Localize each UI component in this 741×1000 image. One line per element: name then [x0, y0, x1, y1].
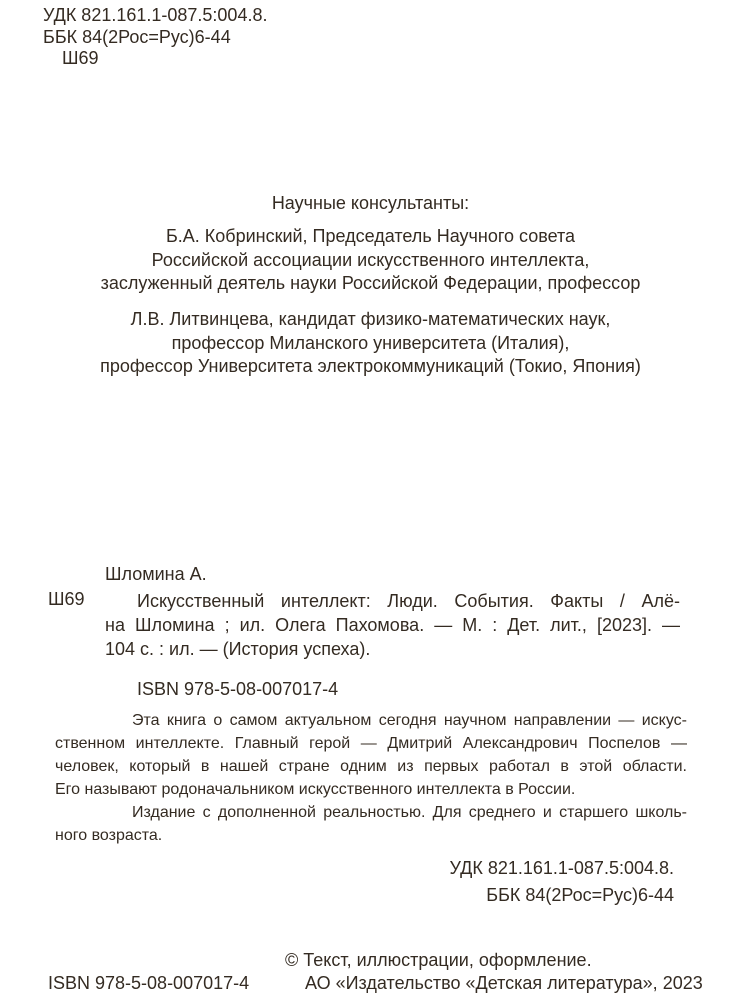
- publisher-line: АО «Издательство «Детская литература», 2023: [305, 973, 703, 993]
- consultant-line: Российской ассоциации искусственного интеллекта,: [151, 249, 590, 270]
- bbk-code: ББК 84(2Рос=Рус)6-44: [43, 26, 231, 47]
- udk-code: УДК 821.161.1-087.5:004.8.: [43, 5, 268, 25]
- isbn-number: ISBN 978-5-08-007017-4: [48, 973, 250, 993]
- bbk-code: ББК 84(2Рос=Рус)6-44: [486, 884, 674, 905]
- copyright-notice: © Текст, иллюстрации, оформление.: [285, 950, 592, 970]
- catalog-sign: Ш69: [48, 589, 85, 609]
- consultants-heading: Научные консультанты:: [271, 193, 470, 213]
- udk-code: УДК 821.161.1-087.5:004.8.: [449, 858, 674, 878]
- consultant-line: Л.В. Литвинцева, кандидат физико-математических наук,: [130, 309, 611, 329]
- catalog-entry: [105, 589, 680, 662]
- isbn-number: ISBN 978-5-08-007017-4: [137, 679, 339, 699]
- catalog-line: Искусственный интеллект: Люди. События. Факты / Алё-: [137, 591, 680, 611]
- consultant-line: Б.А. Кобринский, Председатель Научного совета: [165, 226, 576, 246]
- annotation-line: ственном интеллекте. Главный герой — Дмитрий Александрович Поспелов —: [55, 734, 687, 752]
- consultant-line: профессор Университета электрокоммуникаций (Токио, Япония): [100, 356, 641, 376]
- catalog-author: Шломина А.: [105, 564, 207, 584]
- top-classification-block: [43, 5, 267, 70]
- consultant-entry-litvintseva: [0, 308, 741, 379]
- catalog-line: на Шломина ; ил. Олега Пахомова. — М. : Дет. лит., [2023]. —: [105, 615, 680, 636]
- catalog-line: 104 с. : ил. — (История успеха).: [105, 639, 371, 660]
- annotation-block: [55, 710, 687, 847]
- annotation-line: Эта книга о самом актуальном сегодня научном направлении — искус-: [132, 712, 687, 729]
- annotation-line: ного возраста.: [55, 826, 163, 844]
- consultant-line: заслуженный деятель науки Российской Федерации, профессор: [100, 273, 641, 293]
- annotation-line: человек, который в нашей стране одним из первых работал в этой области.: [55, 757, 687, 775]
- consultant-entry-kobrinsky: [0, 225, 741, 296]
- consultant-line: профессор Миланского университета (Италия),: [171, 332, 570, 353]
- bottom-classification-block: [450, 855, 674, 908]
- annotation-line: Его называют родоначальником искусственного интеллекта в России.: [55, 780, 576, 798]
- book-authors-sign: Ш69: [62, 48, 99, 68]
- annotation-line: Издание с дополненной реальностью. Для среднего и старшего школь-: [132, 803, 687, 821]
